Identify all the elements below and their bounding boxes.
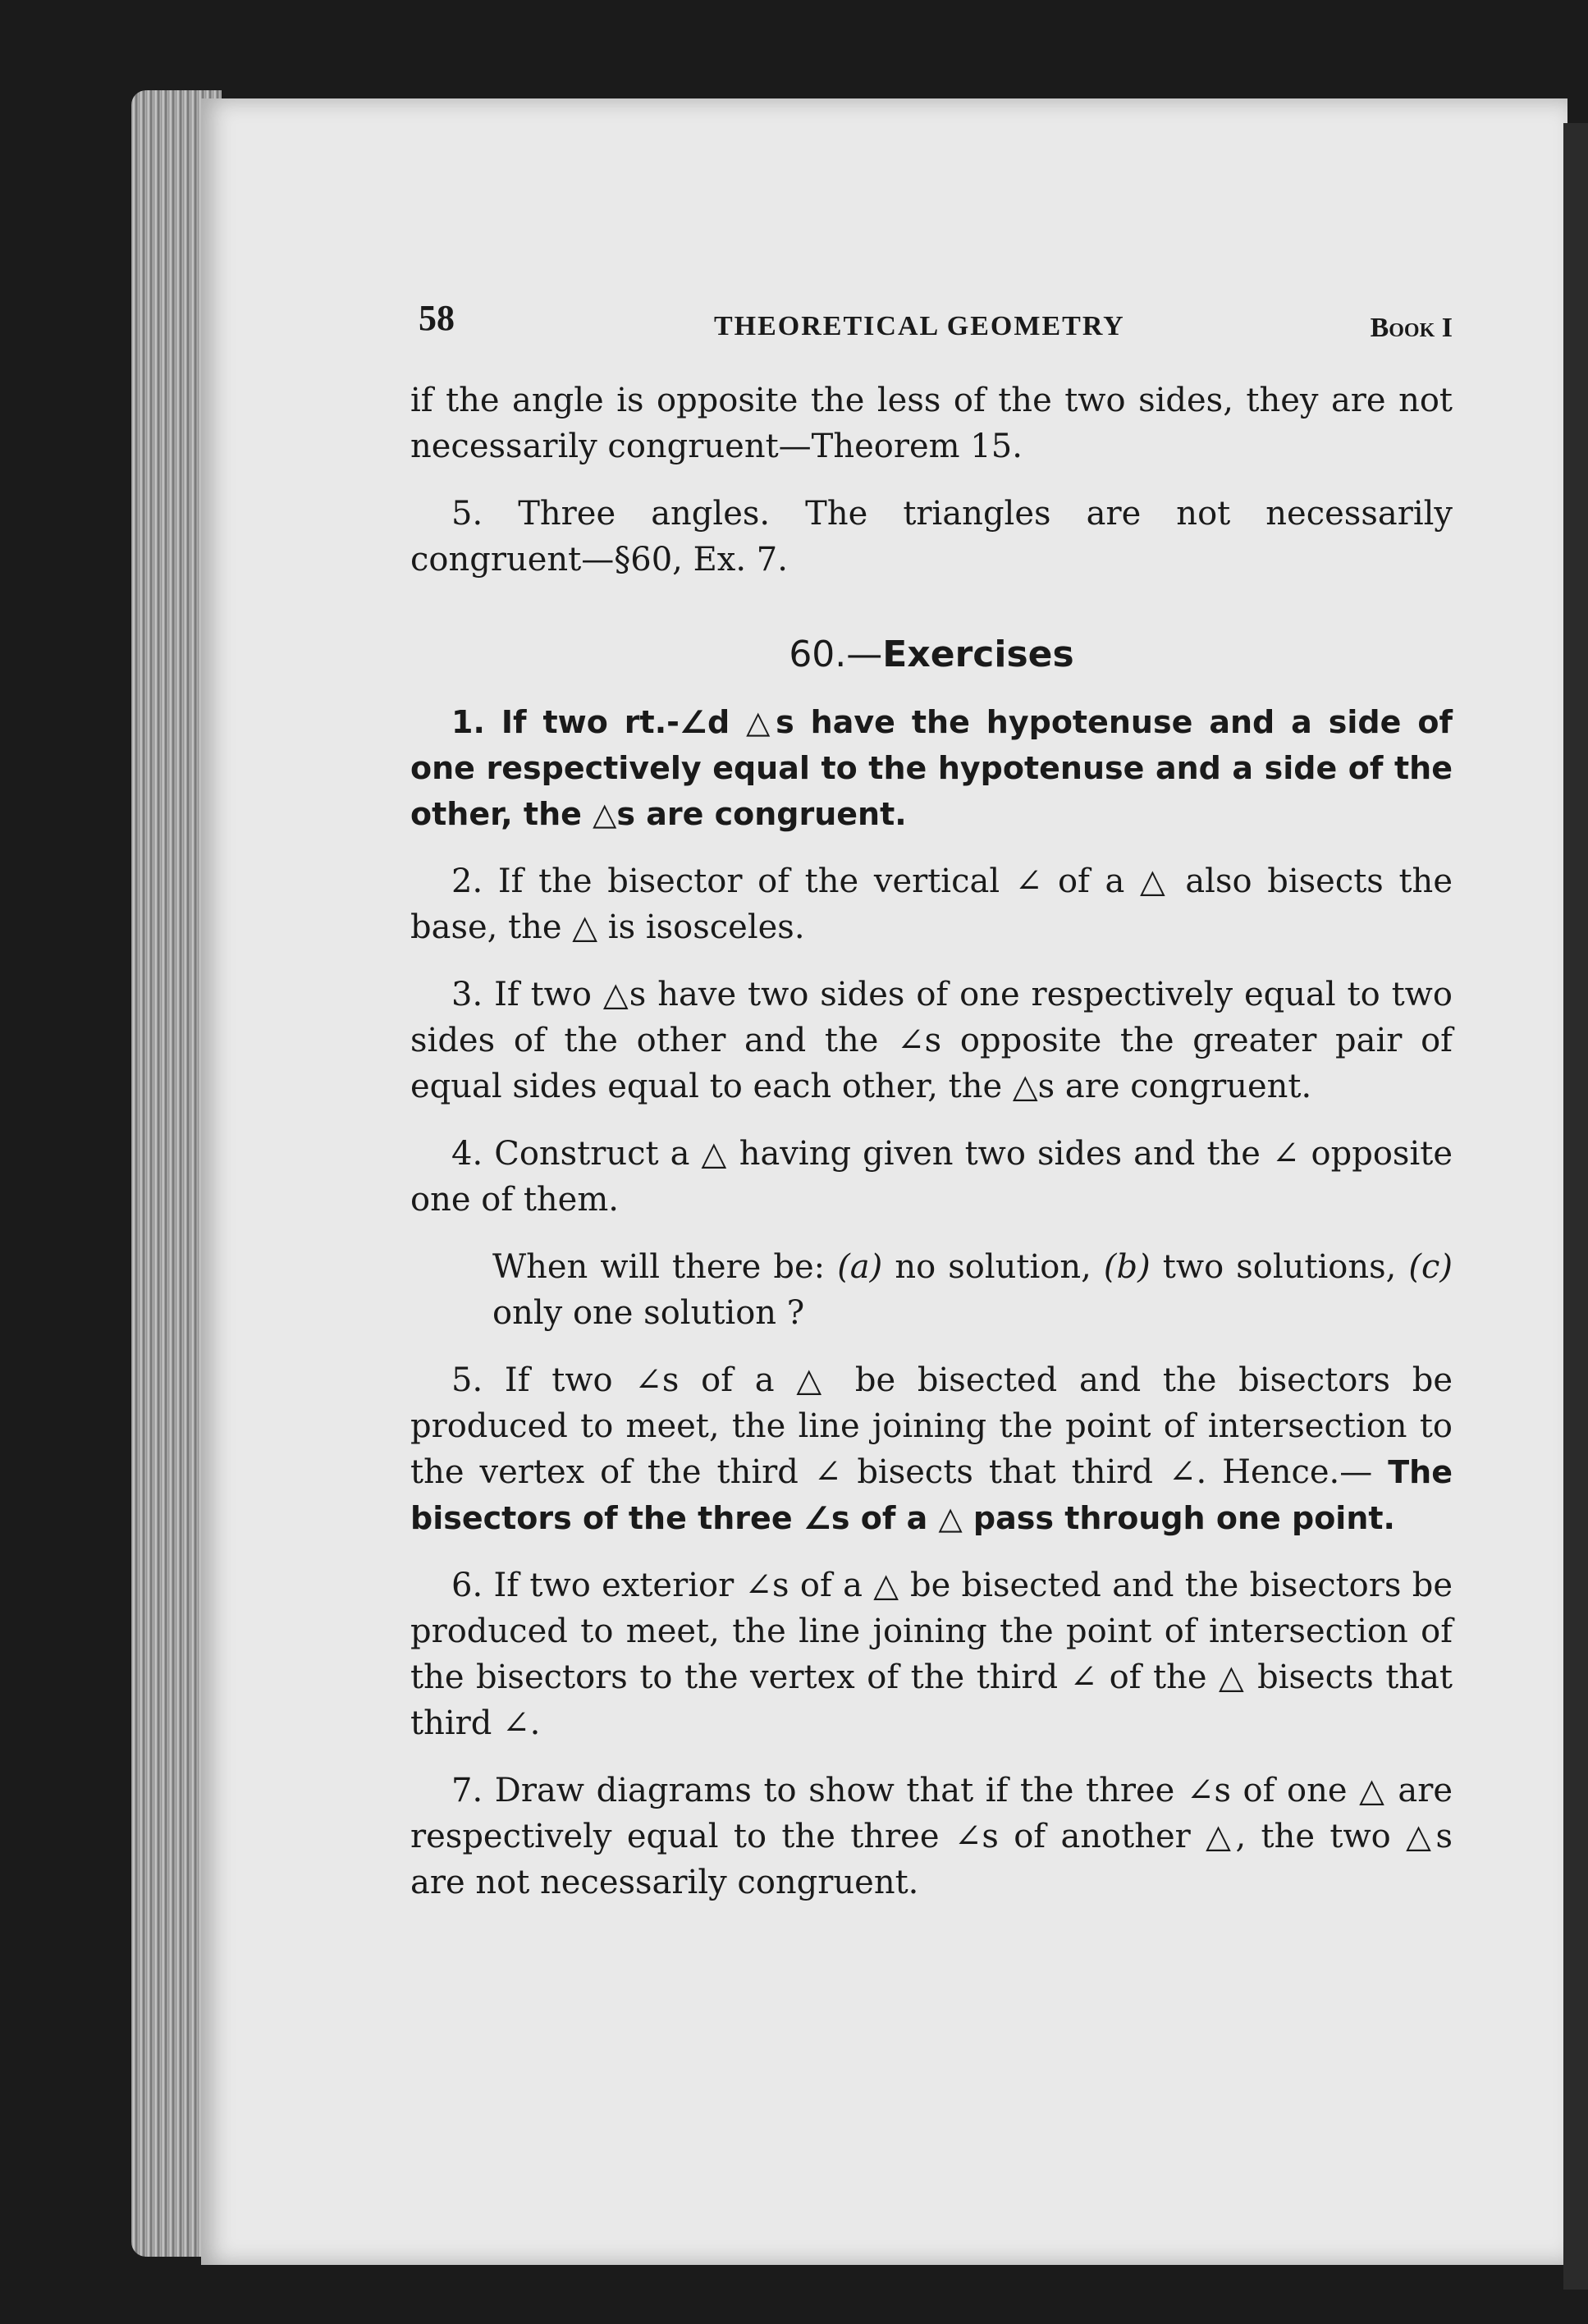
exercise-1: 1. If two rt.-∠d △s have the hypotenuse and a side of one respectively equal to the hypotenuse and a side of the other, the △s are congruent. — [410, 704, 1453, 832]
option-c-label: (c) — [1408, 1248, 1453, 1286]
exercise-4-question — [492, 1244, 1453, 1336]
running-header — [410, 295, 1453, 353]
option-a-text: no solution, — [882, 1248, 1104, 1286]
exercise-3: 3. If two △s have two sides of one respectively equal to two sides of the other and the ∠s opposite the greater pair of equal sides equal to each other, the △s are congruent. — [410, 976, 1453, 1105]
option-c-text: only one solution ? — [492, 1294, 805, 1332]
intro-paragraph-1: if the angle is opposite the less of the two sides, they are not necessarily congruent—Theorem 15. — [410, 382, 1453, 465]
section-title: Exercises — [882, 634, 1074, 675]
exercise-2: 2. If the bisector of the vertical ∠ of a △ also bisects the base, the △ is isosceles. — [410, 862, 1453, 946]
exercise-7: 7. Draw diagrams to show that if the three ∠s of one △ are respectively equal to the three ∠s of another △, the two △s are not necessarily congruent. — [410, 1772, 1453, 1901]
book-label: Book I — [1370, 313, 1453, 343]
exercise-4-question-lead: When will there be: — [492, 1248, 838, 1286]
page-content — [410, 295, 1453, 1927]
page-number: 58 — [419, 298, 455, 338]
section-heading — [410, 632, 1453, 678]
intro-paragraph-2: 5. Three angles. The triangles are not necessarily congruent—§60, Ex. 7. — [410, 495, 1453, 579]
exercise-5-text: 5. If two ∠s of a △ be bisected and the bisectors be produced to meet, the line joining the point of intersection to the vertex of the third ∠ bisects that third ∠. Hence.— — [410, 1361, 1453, 1491]
page-shadow — [1563, 123, 1588, 2290]
running-title: THEORETICAL GEOMETRY — [714, 311, 1125, 341]
section-number: 60.— — [789, 634, 883, 675]
option-a-label: (a) — [837, 1248, 883, 1286]
exercise-4: 4. Construct a △ having given two sides and the ∠ opposite one of them. — [410, 1135, 1453, 1219]
exercise-5 — [410, 1357, 1453, 1541]
exercise-6: 6. If two exterior ∠s of a △ be bisected and the bisectors be produced to meet, the line joining the point of intersection of the bisectors to the vertex of the third ∠ of the △ bisects that third ∠. — [410, 1567, 1453, 1742]
option-b-label: (b) — [1103, 1248, 1151, 1286]
exercise-5-conclusion: The bisectors of the three ∠s of a △ pass through one point. — [410, 1454, 1453, 1536]
option-b-text: two solutions, — [1150, 1248, 1409, 1286]
